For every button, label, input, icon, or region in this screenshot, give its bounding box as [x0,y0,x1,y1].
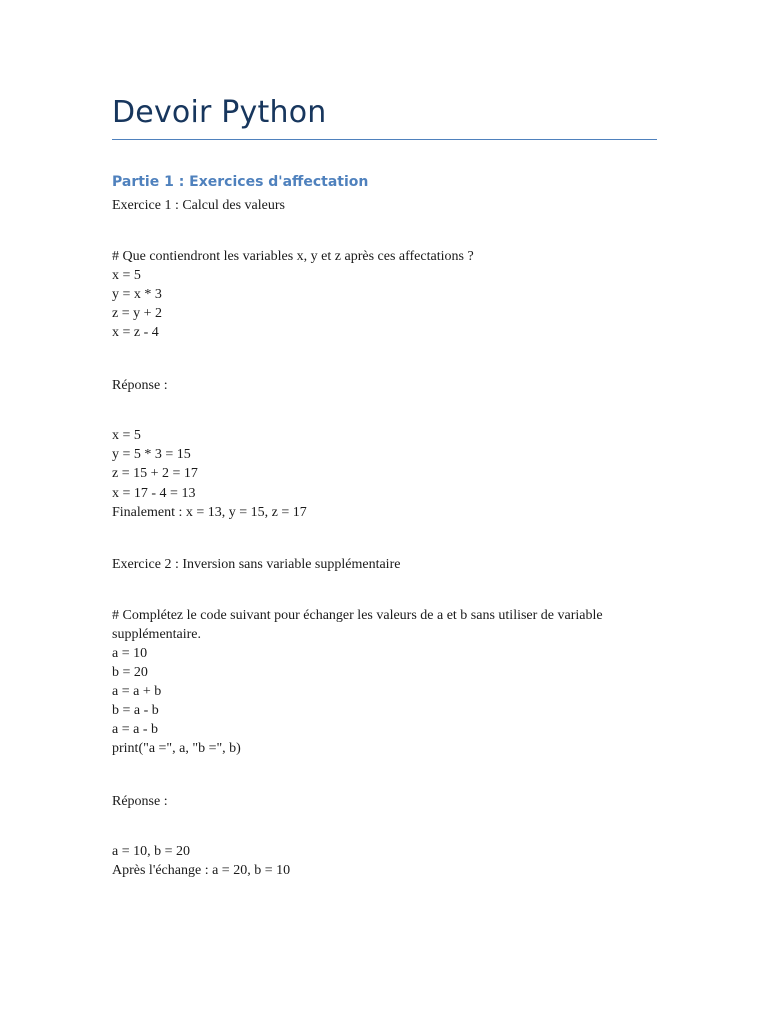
exercise1-code-line: x = z - 4 [112,325,159,340]
exercise2-code-line: b = a - b [112,703,159,718]
exercise2-answer-line: a = 10, b = 20 [112,844,191,859]
exercise2-code-line: print("a =", a, "b =", b) [112,741,241,756]
exercise2-code-line: a = a - b [112,722,158,737]
exercise1-answer-line: x = 5 [112,428,141,443]
document-title: Devoir Python [112,95,327,130]
exercise1-question: # Que contiendront les variables x, y et z après ces affectations ? [112,249,474,264]
exercise1-answer-line: x = 17 - 4 = 13 [112,486,196,501]
exercise1-final-answer: Finalement : x = 13, y = 15, z = 17 [112,505,307,520]
exercise1-answer-line: y = 5 * 3 = 15 [112,447,191,462]
exercise2-final-answer: Après l'échange : a = 20, b = 10 [112,863,291,878]
exercise1-answer-label: Réponse : [112,378,168,393]
exercise2-question-continued: supplémentaire. [112,627,202,642]
exercise2-code-line: a = a + b [112,684,162,699]
exercise2-answer-label: Réponse : [112,794,168,809]
exercise1-code-line: x = 5 [112,268,141,283]
exercise1-code-line: y = x * 3 [112,287,162,302]
exercise2-code-line: b = 20 [112,665,148,680]
exercise1-title: Exercice 1 : Calcul des valeurs [112,198,285,213]
part1-heading: Partie 1 : Exercices d'affectation [112,174,369,190]
title-underline-rule [112,139,657,140]
exercise1-answer-line: z = 15 + 2 = 17 [112,466,198,481]
exercise1-code-line: z = y + 2 [112,306,163,321]
exercise2-title: Exercice 2 : Inversion sans variable supplémentaire [112,557,401,572]
exercise2-question: # Complétez le code suivant pour échanger les valeurs de a et b sans utiliser de variable [112,608,603,623]
exercise2-code-line: a = 10 [112,646,148,661]
